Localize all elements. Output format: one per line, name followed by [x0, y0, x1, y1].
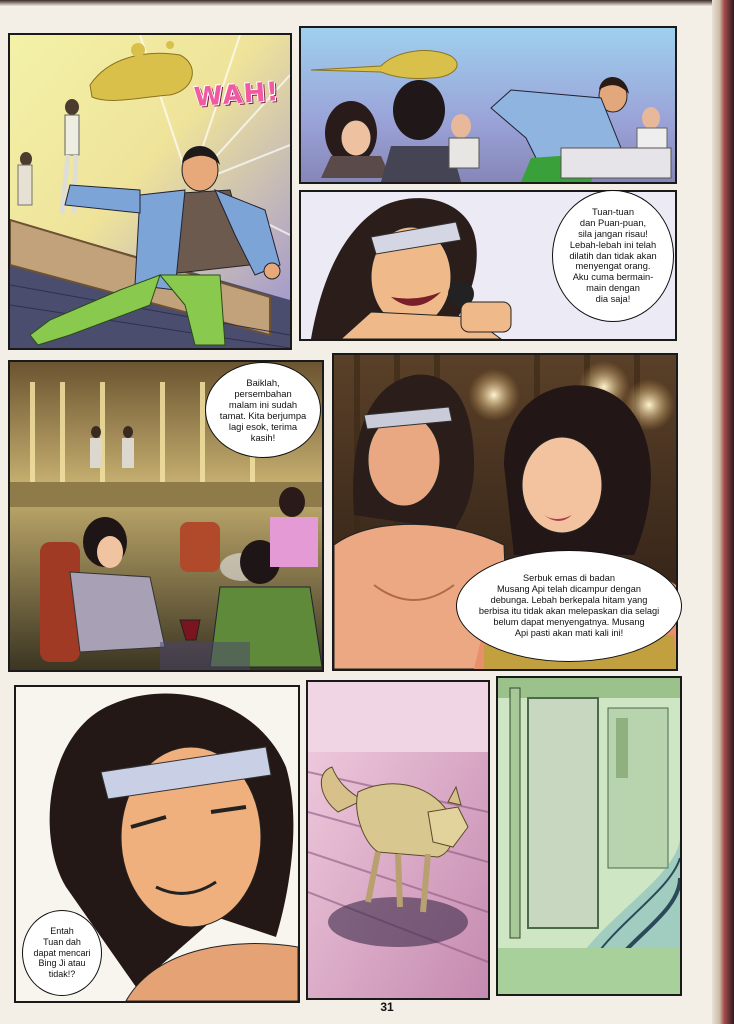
- panel-7-art: [308, 682, 488, 998]
- page-top-edge: [0, 0, 734, 6]
- page-number: 31: [380, 1000, 394, 1014]
- speech-bubble-panel-6: Entah Tuan dah dapat mencari Bing Ji atau tidak!?: [22, 910, 102, 996]
- speech-bubble-panel-3: Tuan-tuan dan Puan-puan, sila jangan risau! Lebah-lebah ini telah dilatih dan tidak akan menyengat orang. Aku cuma bermain- main dengan dia saja!: [552, 190, 674, 322]
- panel-7: [306, 680, 490, 1000]
- speech-bubble-panel-4: Baiklah, persembahan malam ini sudah tamat. Kita berjumpa lagi esok, terima kasih!: [205, 362, 321, 458]
- panel-2: [299, 26, 677, 184]
- panel-8: [496, 676, 682, 996]
- panel-2-art: [301, 28, 675, 182]
- page-right-edge: [712, 0, 734, 1024]
- speech-bubble-panel-5: Serbuk emas di badan Musang Api telah dicampur dengan debunga. Lebah berkepala hitam yang berbisa itu tidak akan melepaskan dia selagi belum dapat menyengatnya. Musang Api pasti akan mati kali ini!: [456, 550, 682, 662]
- panel-8-art: [498, 678, 680, 994]
- sfx-wah: WAH!: [193, 77, 281, 113]
